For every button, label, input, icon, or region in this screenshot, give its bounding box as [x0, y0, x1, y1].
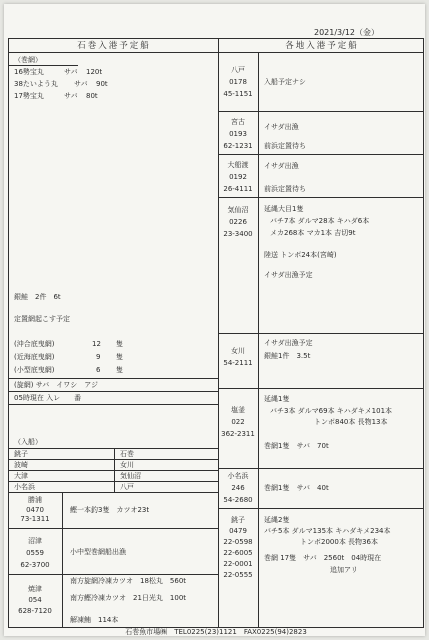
trawl-unit: 隻 [116, 353, 123, 361]
ship-fish: サバ [64, 68, 78, 76]
kasen-note: 銀鮭 2件 6t [14, 293, 61, 301]
port-name: 焼津 [28, 585, 42, 593]
port-phone: 23-3400 [223, 230, 253, 238]
gyosen-label: (旋網) サバ イワシ アジ [14, 381, 98, 389]
port-info: 小中型巻網船出漁 [70, 548, 126, 556]
port-phone: 45-1151 [223, 90, 253, 98]
port-phone: 26-4111 [223, 185, 253, 193]
fax-sheet [4, 4, 425, 636]
nyuuka-from: 大津 [14, 472, 28, 480]
region-line: イサダ出漁予定 [264, 271, 313, 279]
teichi-note: 定置網起こす予定 [14, 315, 70, 323]
region-line: イサダ出漁予定 [264, 339, 313, 347]
port-name: 女川 [231, 347, 245, 355]
region-line: 延縄大目1隻 [264, 205, 304, 213]
port-code: 054 [28, 596, 42, 604]
ship-qty: 80t [86, 92, 98, 100]
ishinomaki-title: 石巻入港予定船 [77, 41, 151, 51]
date: 2021/3/12（金） [314, 28, 380, 37]
rule [218, 388, 424, 389]
port-name: 沼津 [28, 537, 42, 545]
rule [218, 154, 424, 155]
port-code: 0192 [229, 173, 247, 181]
port-phone: 62-1231 [223, 142, 253, 150]
ship-name: 17勢宝丸 [14, 92, 44, 100]
region-line: 追加アリ [330, 566, 358, 574]
port-code: 0193 [229, 130, 247, 138]
port-name: 宮古 [231, 118, 245, 126]
region-line: 巻網1隻 サバ 40t [264, 484, 329, 492]
port-phone: 628-7120 [18, 607, 52, 615]
region-line: 陸送 トンボ24本(宮崎) [264, 251, 337, 259]
region-line: 巻網 17隻 サバ 2560t 04時現在 [264, 554, 382, 562]
regions-title: 各地入港予定船 [285, 41, 359, 51]
region-line: バチ3本 ダルマ69本 キハダキメ101本 [270, 407, 393, 415]
trawl-label: (沖合底曳網) [14, 340, 55, 348]
region-line: トンボ840本 長物13本 [314, 418, 388, 426]
port-info: 南方旋網冷凍カツオ 18松丸 560t [70, 577, 187, 585]
gyosen-status: 05時現在 入レ 番 [14, 394, 82, 402]
port-code: 0559 [26, 549, 44, 557]
port-phone: 22-0001 [223, 560, 253, 568]
port-name: 八戸 [231, 66, 245, 74]
nyuuka-label: （入船） [14, 438, 42, 446]
port-phone: 62-3700 [20, 561, 50, 569]
region-line: 銀鮭1件 3.5t [264, 352, 311, 360]
nyuuka-to: 気仙沼 [120, 472, 141, 480]
region-line: イサダ出漁 [264, 123, 299, 131]
rule [8, 528, 218, 529]
region-line: イサダ出漁 [264, 162, 299, 170]
region-line: 前浜定置待ち [264, 185, 306, 193]
ship-fish: サバ [74, 80, 88, 88]
rule [8, 459, 218, 460]
rule [258, 52, 259, 628]
trawl-count: 12 [92, 340, 101, 348]
rule [218, 508, 424, 509]
header-rule [8, 52, 424, 53]
rule [218, 333, 424, 334]
rule [8, 391, 218, 392]
nyuuka-to: 八戸 [120, 483, 134, 491]
rule [8, 448, 218, 449]
trawl-label: (小型底曳網) [14, 366, 55, 374]
rule [218, 111, 424, 112]
port-phone: 54-2680 [223, 496, 253, 504]
rule [8, 574, 218, 575]
rule [218, 468, 424, 469]
region-line: バチ5本 ダルマ135本 キハダキメ234本 [264, 527, 391, 535]
port-code: 0178 [229, 78, 247, 86]
port-name: 勝浦 [28, 496, 42, 504]
region-line: バチ7本 ダルマ28本 キハダ6本 [270, 217, 370, 225]
ship-name: 38たいよう丸 [14, 80, 58, 88]
port-phone: 22-0555 [223, 571, 253, 579]
port-code: 0479 [229, 527, 247, 535]
trawl-unit: 隻 [116, 366, 123, 374]
region-line: 巻網1隻 サバ 70t [264, 442, 329, 450]
port-phone: 22-0598 [223, 538, 253, 546]
section-makiami: （巻網） [14, 56, 42, 64]
port-extra: 南方鰹冷凍カツオ 21日光丸 100t [70, 594, 187, 602]
yaizu-note: 解凍鮪 114本 [70, 616, 119, 624]
ship-name: 16勢宝丸 [14, 68, 44, 76]
nyuuka-from: 小名浜 [14, 483, 35, 491]
nyuuka-to: 女川 [120, 461, 134, 469]
port-name: 大船渡 [227, 161, 249, 169]
region-line: トンボ2000本 長物36本 [300, 538, 378, 546]
region-line: 延縄2隻 [264, 516, 290, 524]
rule [8, 378, 218, 379]
ship-qty: 90t [96, 80, 108, 88]
rule [114, 448, 115, 492]
rule [62, 492, 63, 628]
rule [8, 492, 218, 493]
trawl-label: (近海底曳網) [14, 353, 55, 361]
rule [8, 470, 218, 471]
rule [218, 197, 424, 198]
ship-fish: サバ [64, 92, 78, 100]
trawl-count: 6 [96, 366, 101, 374]
nyuuka-from: 波崎 [14, 461, 28, 469]
port-phone: 73-1311 [20, 515, 50, 523]
port-name: 塩釜 [231, 406, 245, 414]
footer: 石巻魚市場㈱ TEL0225(23)1121 FAX0225(94)2823 [125, 628, 307, 636]
nyuuka-to: 石巻 [120, 450, 134, 458]
rule [8, 404, 218, 405]
region-line: 入船予定ナシ [264, 78, 306, 86]
port-name: 小名浜 [227, 472, 249, 480]
port-phone: 54-2111 [223, 359, 253, 367]
region-line: 前浜定置待ち [264, 142, 306, 150]
port-phone: 22-6005 [223, 549, 253, 557]
port-code: 0226 [229, 218, 247, 226]
port-code: 0470 [26, 506, 44, 514]
ship-qty: 120t [86, 68, 103, 76]
region-line: 延縄1隻 [264, 395, 290, 403]
port-phone: 362-2311 [221, 430, 255, 438]
section-underline [8, 65, 78, 66]
nyuuka-from: 銚子 [14, 450, 28, 458]
port-code: 022 [231, 418, 245, 426]
trawl-unit: 隻 [116, 340, 123, 348]
trawl-count: 9 [96, 353, 101, 361]
port-info: 鰹一本釣3隻 カツオ23t [70, 506, 150, 514]
port-name: 銚子 [231, 516, 245, 524]
rule [8, 481, 218, 482]
port-name: 気仙沼 [227, 206, 249, 214]
port-code: 246 [231, 484, 245, 492]
region-line: メカ268本 マカ1本 吉切9t [270, 229, 356, 237]
